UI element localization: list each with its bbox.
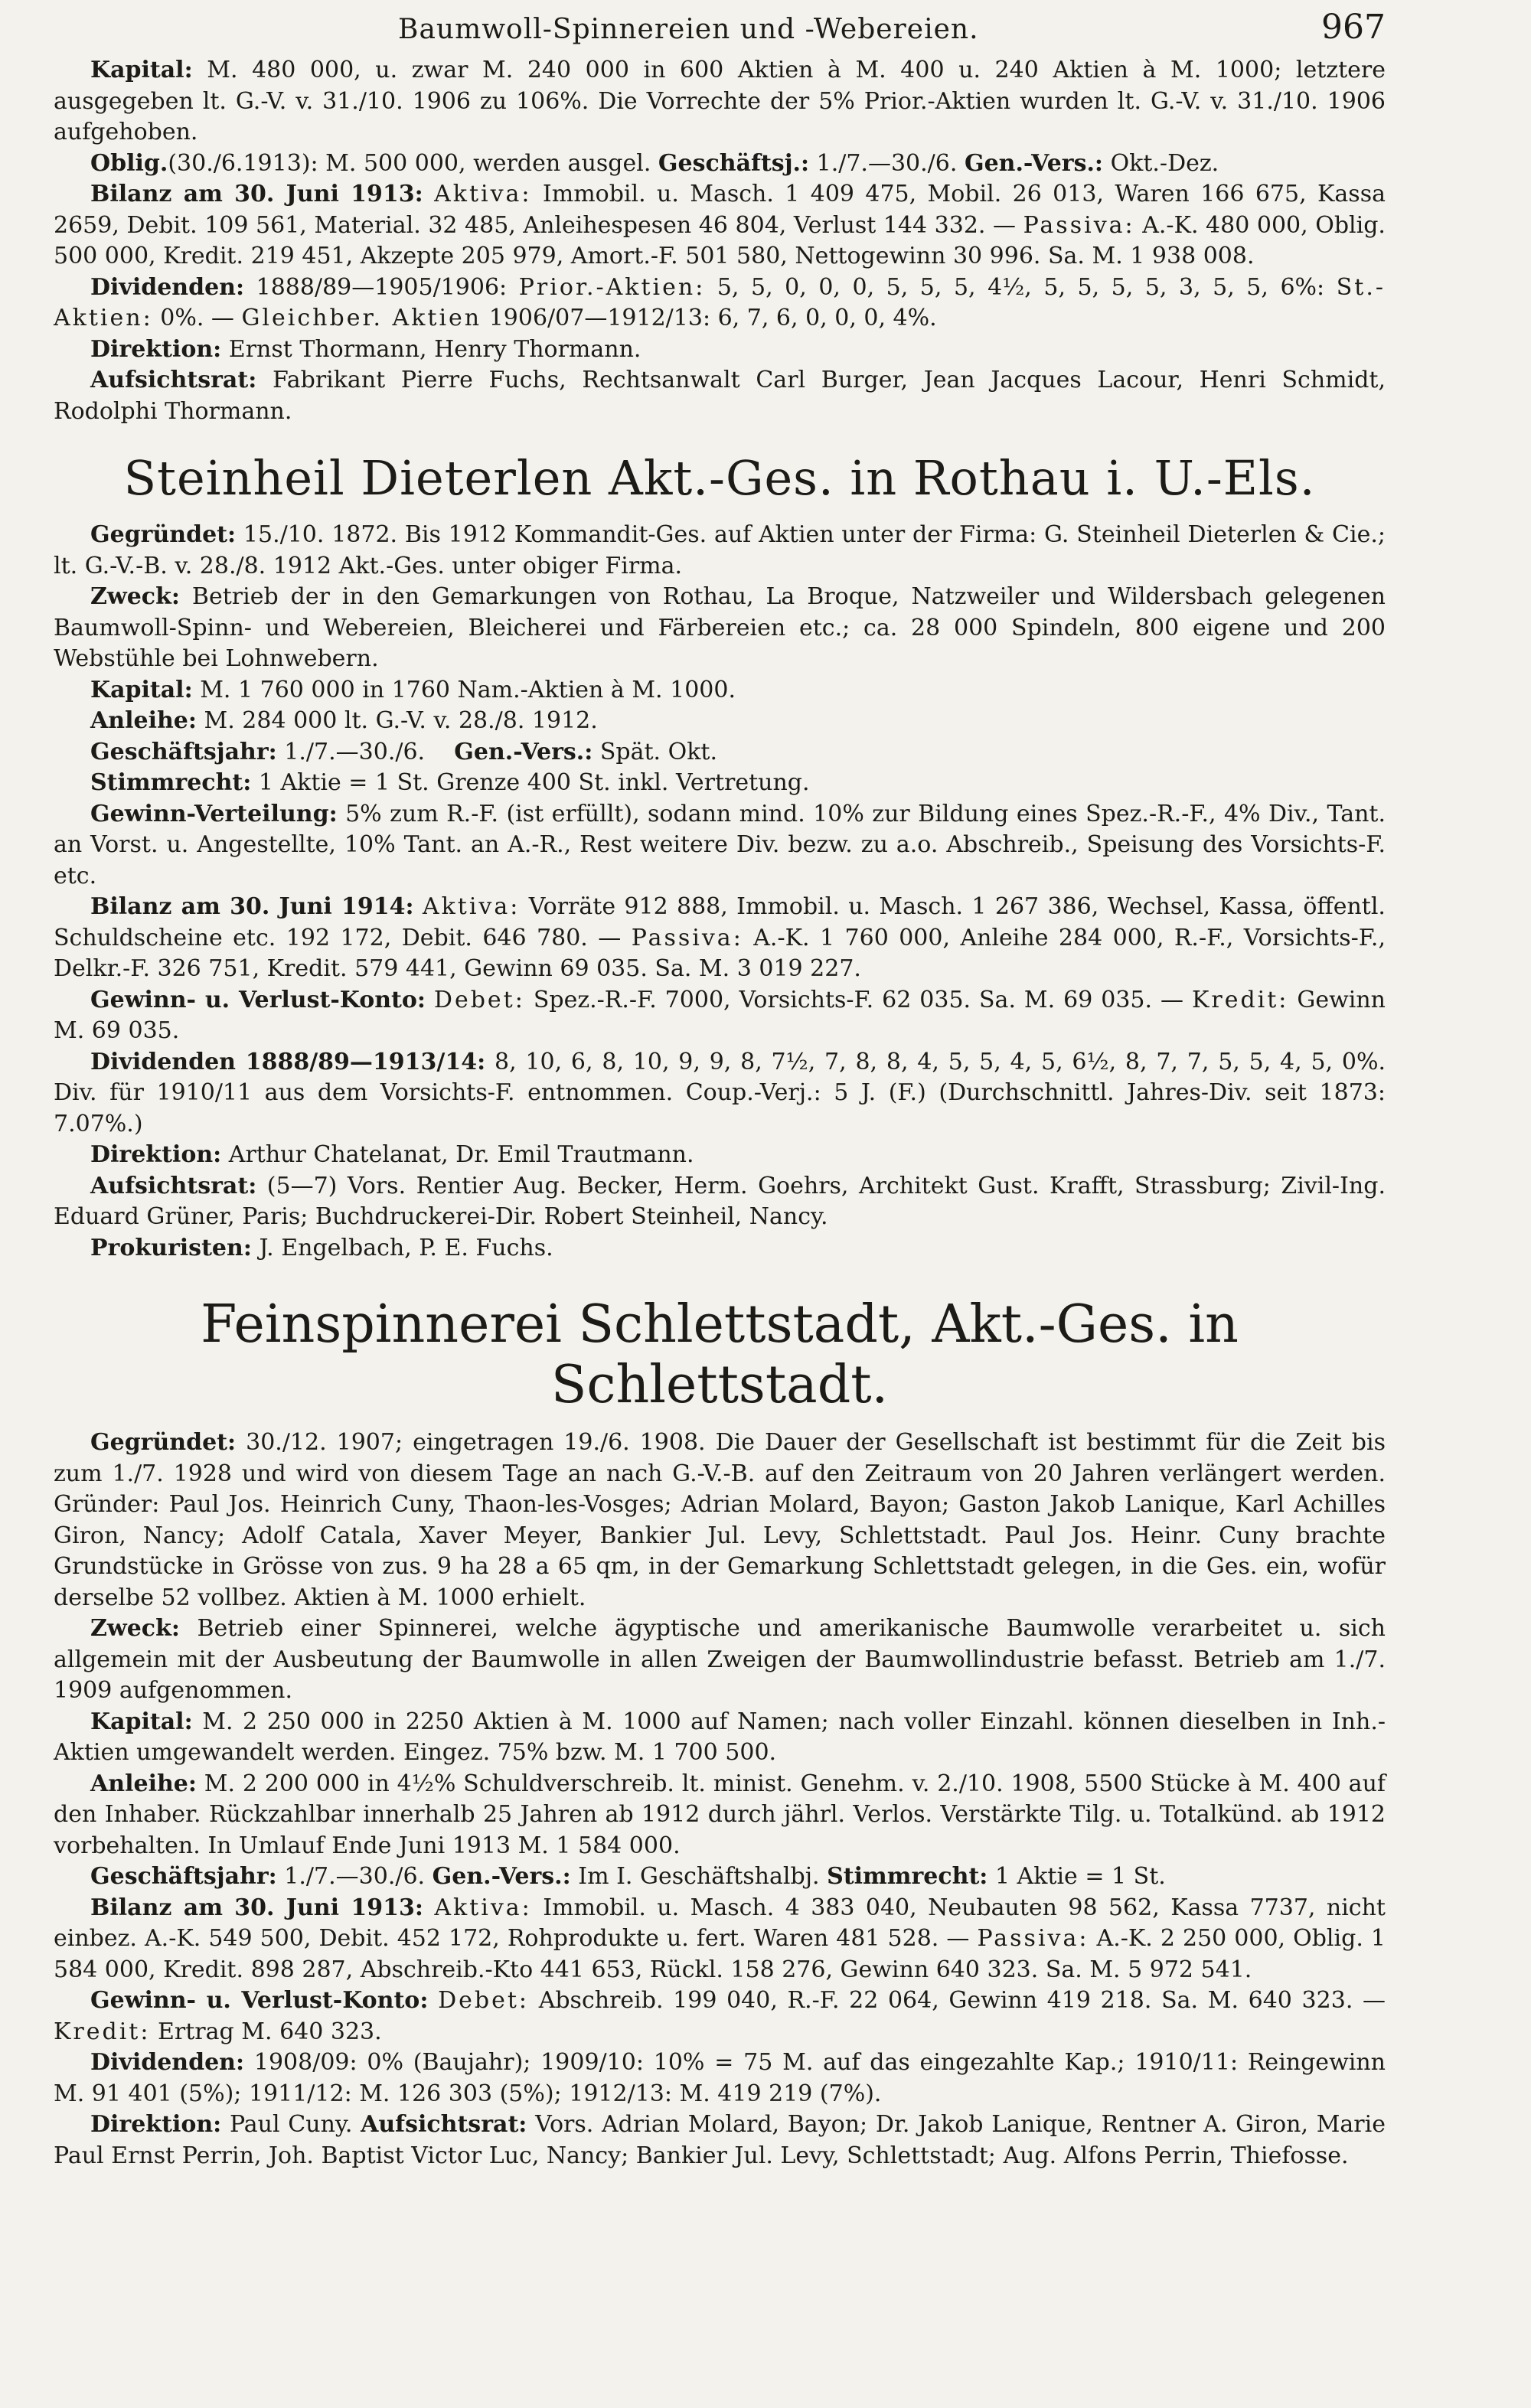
running-head <box>54 8 1386 55</box>
direktion-paragraph: Direktion: Arthur Chatelanat, Dr. Emil Trautmann. <box>90 1141 694 1168</box>
company-heading-steinheil: Steinheil Dieterlen Akt.-Ges. in Rothau i. U.-Els. <box>123 450 1316 506</box>
bilanz-paragraph: Bilanz am 30. Juni 1913: Aktiva: Immobil. u. Masch. 4 383 040, Neubauten 98 562, Kassa 7737, nicht einbez. A.-K. 549 500, Debit. 452 172, Rohprodukte u. fert. Waren 481 528. — Passiva: A.-K. 2 250 000, Oblig. 1 584 000, Kredit. 898 287, Abschreib.-Kto 441 653, Rückl. 158 276, Gewinn 640 323. Sa. M. 5 972 541. <box>54 1894 1386 1983</box>
dividenden-paragraph: Dividenden: 1908/09: 0% (Baujahr); 1909/10: 10% = 75 M. auf das eingezahlte Kap.; 1910/11: Reingewinn M. 91 401 (5%); 1911/12: M. 126 303 (5%); 1912/13: M. 419 219 (7%). <box>54 2049 1386 2107</box>
direktion-aufsichtsrat-paragraph: Direktion: Paul Cuny. Aufsichtsrat: Vors. Adrian Molard, Bayon; Dr. Jakob Lanique, Rentner A. Giron, Marie Paul Ernst Perrin, Joh. Baptist Victor Luc, Nancy; Bankier Jul. Levy, Schlettstadt; Aug. Alfons Perrin, Thiefosse. <box>54 2111 1386 2169</box>
gewinn-konto-paragraph: Gewinn- u. Verlust-Konto: Debet: Abschreib. 199 040, R.-F. 22 064, Gewinn 419 218. Sa. M. 640 323. — Kredit: Ertrag M. 640 323. <box>54 1987 1386 2045</box>
entry-continuation <box>54 55 1386 427</box>
aufsichtsrat-paragraph: Aufsichtsrat: Fabrikant Pierre Fuchs, Rechtsanwalt Carl Burger, Jean Jacques Lacour, Henri Schmidt, Rodolphi Thormann. <box>54 367 1386 425</box>
geschaeftsjahr-paragraph: Geschäftsjahr: 1./7.—30./6. Gen.-Vers.: Im I. Geschäftshalbj. Stimmrecht: 1 Aktie = 1 St. <box>90 1863 1166 1890</box>
running-head-title: Baumwoll-Spinnereien und -Webereien. <box>398 14 979 45</box>
kapital-paragraph: Kapital: M. 2 250 000 in 2250 Aktien à M. 1000 auf Namen; nach voller Einzahl. können dieselben in Inh.-Aktien umgewandelt werden. Eingez. 75% bzw. M. 1 700 500. <box>54 1708 1386 1766</box>
direktion-paragraph: Direktion: Ernst Thormann, Henry Thormann. <box>90 335 641 363</box>
stimmrecht-paragraph: Stimmrecht: 1 Aktie = 1 St. Grenze 400 St. inkl. Vertretung. <box>90 769 810 796</box>
page-number: 967 <box>1321 8 1386 47</box>
bilanz-paragraph: Bilanz am 30. Juni 1914: Aktiva: Vorräte 912 888, Immobil. u. Masch. 1 267 386, Wechsel, Kassa, öffentl. Schuldscheine etc. 192 172, Debit. 646 780. — Passiva: A.-K. 1 760 000, Anleihe 284 000, R.-F., Vorsichts-F., Delkr.-F. 326 751, Kredit. 579 441, Gewinn 69 035. Sa. M. 3 019 227. <box>54 893 1386 982</box>
aufsichtsrat-paragraph: Aufsichtsrat: (5—7) Vors. Rentier Aug. Becker, Herm. Goehrs, Architekt Gust. Krafft, Strassburg; Zivil-Ing. Eduard Grüner, Paris; Buchdruckerei-Dir. Robert Steinheil, Nancy. <box>54 1172 1386 1230</box>
oblig-paragraph: Oblig.(30./6.1913): M. 500 000, werden ausgel. Geschäftsj.: 1./7.—30./6. Gen.-Vers.: Okt.-Dez. <box>90 149 1219 177</box>
company-heading-schlettstadt: Feinspinnerei Schlettstadt, Akt.-Ges. in Schlettstadt. <box>201 1294 1239 1415</box>
dividenden-paragraph: Dividenden 1888/89—1913/14: 8, 10, 6, 8, 10, 9, 9, 8, 7½, 7, 8, 8, 4, 5, 5, 4, 5, 6½, 8, 7, 7, 5, 5, 4, 5, 0%. Div. für 1910/11 aus dem Vorsichts-F. entnommen. Coup.-Verj.: 5 J. (F.) (Durchschnittl. Jahres-Div. seit 1873: 7.07%.) <box>54 1048 1386 1137</box>
kapital-paragraph: Kapital: M. 1 760 000 in 1760 Nam.-Aktien à M. 1000. <box>90 676 736 703</box>
dividenden-paragraph: Dividenden: 1888/89—1905/1906: Prior.-Aktien: 5, 5, 0, 0, 0, 5, 5, 5, 4½, 5, 5, 5, 5, 3, 5, 5, 6%: St.-Aktien: 0%. — Gleichber. Aktien 1906/07—1912/13: 6, 7, 6, 0, 0, 0, 4%. <box>54 273 1386 331</box>
geschaeftsjahr-paragraph: Geschäftsjahr: 1./7.—30./6. Gen.-Vers.: Spät. Okt. <box>90 738 717 765</box>
gegruendet-paragraph: Gegründet: 30./12. 1907; eingetragen 19./6. 1908. Die Dauer der Gesellschaft ist bestimmt für die Zeit bis zum 1./7. 1928 und wird von diesem Tage an nach G.-V.-B. auf den Zeitraum von 20 Jahren verlängert werden. Gründer: Paul Jos. Heinrich Cuny, Thaon-les-Vosges; Adrian Molard, Bayon; Gaston Jakob Lanique, Karl Achilles Giron, Nancy; Adolf Catala, Xaver Meyer, Bankier Jul. Levy, Schlettstadt. Paul Jos. Heinr. Cuny brachte Grundstücke in Grösse von zus. 9 ha 28 a 65 qm, in der Gemarkung Schlettstadt gelegen, in die Ges. ein, wofür derselbe 52 vollbez. Aktien à M. 1000 erhielt. <box>54 1429 1386 1611</box>
prokuristen-paragraph: Prokuristen: J. Engelbach, P. E. Fuchs. <box>90 1234 553 1261</box>
entry-schlettstadt <box>54 1428 1386 2171</box>
gegruendet-paragraph: Gegründet: 15./10. 1872. Bis 1912 Kommandit-Ges. auf Aktien unter der Firma: G. Steinheil Dieterlen & Cie.; lt. G.-V.-B. v. 28./8. 1912 Akt.-Ges. unter obiger Firma. <box>54 521 1386 579</box>
anleihe-paragraph: Anleihe: M. 284 000 lt. G.-V. v. 28./8. 1912. <box>90 707 598 734</box>
bilanz-paragraph: Bilanz am 30. Juni 1913: Aktiva: Immobil. u. Masch. 1 409 475, Mobil. 26 013, Waren 166 675, Kassa 2659, Debit. 109 561, Material. 32 485, Anleihespesen 46 804, Verlust 144 332. — Passiva: A.-K. 480 000, Oblig. 500 000, Kredit. 219 451, Akzepte 205 979, Amort.-F. 501 580, Nettogewinn 30 996. Sa. M. 1 938 008. <box>54 181 1386 269</box>
gewinn-konto-paragraph: Gewinn- u. Verlust-Konto: Debet: Spez.-R.-F. 7000, Vorsichts-F. 62 035. Sa. M. 69 035. — Kredit: Gewinn M. 69 035. <box>54 986 1386 1044</box>
anleihe-paragraph: Anleihe: M. 2 200 000 in 4½% Schuldverschreib. lt. minist. Genehm. v. 2./10. 1908, 5500 Stücke à M. 400 auf den Inhaber. Rückzahlbar innerhalb 25 Jahren ab 1912 durch jährl. Verlos. Verstärkte Tilg. u. Totalkünd. ab 1912 vorbehalten. In Umlauf Ende Juni 1913 M. 1 584 000. <box>54 1770 1386 1859</box>
zweck-paragraph: Zweck: Betrieb einer Spinnerei, welche ägyptische und amerikanische Baumwolle verarbeitet u. sich allgemein mit der Ausbeutung der Baumwolle in allen Zweigen der Baumwollindustrie befasst. Betrieb am 1./7. 1909 aufgenommen. <box>54 1615 1386 1704</box>
gewinn-verteilung-paragraph: Gewinn-Verteilung: 5% zum R.-F. (ist erfüllt), sodann mind. 10% zur Bildung eines Spez.-R.-F., 4% Div., Tant. an Vorst. u. Angestellte, 10% Tant. an A.-R., Rest weitere Div. bezw. zu a.o. Abschreib., Speisung des Vorsichts-F. etc. <box>54 800 1386 889</box>
entry-steinheil <box>54 520 1386 1264</box>
zweck-paragraph: Zweck: Betrieb der in den Gemarkungen von Rothau, La Broque, Natzweiler und Wildersbach gelegenen Baumwoll-Spinn- und Webereien, Bleicherei und Färbereien etc.; ca. 28 000 Spindeln, 800 eigene und 200 Webstühle bei Lohnwebern. <box>54 583 1386 672</box>
kapital-paragraph: Kapital: M. 480 000, u. zwar M. 240 000 in 600 Aktien à M. 400 u. 240 Aktien à M. 1000; letztere ausgegeben lt. G.-V. v. 31./10. 1906 zu 106%. Die Vorrechte der 5% Prior.-Aktien wurden lt. G.-V. v. 31./10. 1906 aufgehoben. <box>54 57 1386 145</box>
